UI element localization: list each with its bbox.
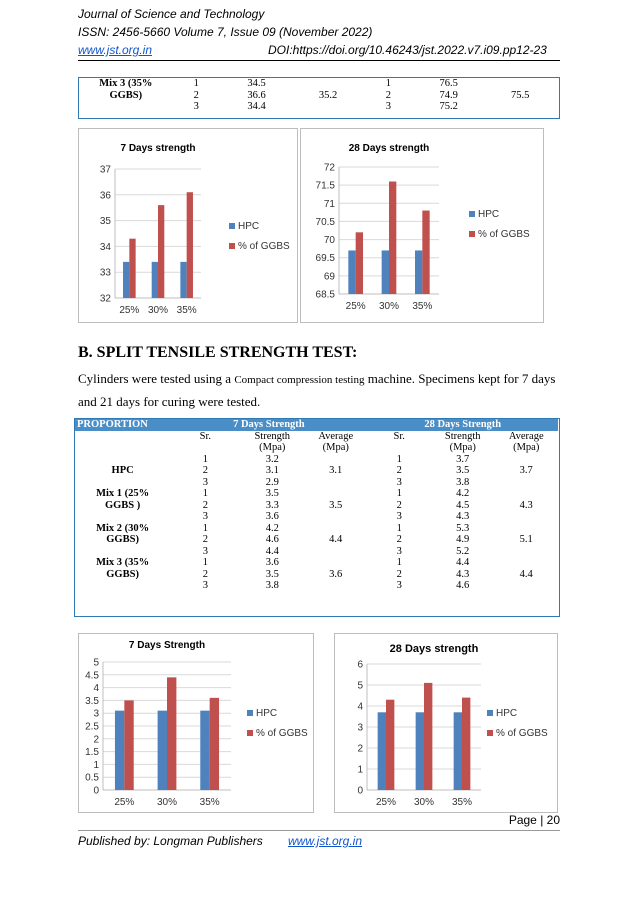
y-tick-label: 5	[93, 657, 99, 669]
y-tick-label: 3.5	[85, 695, 99, 707]
x-tick-label: 35%	[412, 301, 433, 312]
cell-average	[304, 580, 367, 592]
cell-strength: 4.3	[456, 511, 470, 522]
cell-strength: 5.2	[456, 545, 470, 557]
cell-strength: 3.5	[265, 488, 279, 499]
bar	[158, 205, 164, 298]
header-links	[78, 43, 558, 57]
bar	[200, 711, 209, 790]
publisher: Published by: Longman Publishers	[78, 834, 263, 848]
cell-strength: 3.8	[265, 580, 279, 591]
cell-strength: 3.6	[265, 557, 279, 568]
proportion-label: Mix 3 (35%	[96, 557, 150, 568]
bar	[123, 262, 129, 298]
cell-average	[494, 523, 558, 535]
cell-average	[304, 477, 367, 489]
bar	[124, 700, 133, 790]
section-title: B. SPLIT TENSILE STRENGTH TEST:	[78, 344, 358, 361]
bar	[348, 250, 355, 294]
x-tick-label: 30%	[413, 797, 435, 808]
table-row	[75, 546, 558, 558]
proportion-label: GGBS)	[106, 534, 139, 545]
y-tick-label: 69.5	[315, 253, 335, 265]
table-row	[75, 477, 558, 489]
cell-strength: 3.5	[456, 465, 470, 476]
cell-average: 3.6	[329, 568, 343, 580]
y-tick-label: 36	[99, 190, 111, 202]
y-tick-label: 1	[357, 764, 363, 776]
bar	[187, 192, 193, 298]
footer-rule	[78, 830, 560, 831]
cell-sr: 3	[202, 545, 208, 557]
y-tick-label: 34	[99, 241, 111, 253]
y-tick-label: 35	[99, 216, 111, 228]
proportion-label	[75, 511, 170, 523]
legend-label: % of GGBS	[478, 229, 530, 240]
legend-label: % of GGBS	[496, 728, 548, 739]
footer-website-link[interactable]: www.jst.org.in	[288, 834, 363, 848]
cell-strength: 2.9	[265, 476, 279, 488]
cell-average: 4.4	[329, 534, 343, 545]
cell-strength: 4.2	[456, 488, 470, 499]
bar	[158, 711, 167, 790]
chart-28days-tensile-svg	[335, 634, 557, 812]
cell-sr: 1	[396, 522, 402, 534]
cell-average	[304, 523, 367, 535]
header-rule	[78, 60, 560, 61]
y-tick-label: 0.5	[85, 772, 99, 784]
proportion-label: HPC	[111, 465, 134, 476]
legend-label: % of GGBS	[238, 241, 290, 252]
cell-sr: 1	[202, 522, 208, 534]
cell-average: 3.7	[519, 465, 533, 476]
cell-average	[304, 546, 367, 558]
legend-label: % of GGBS	[256, 728, 308, 739]
col-proportion: PROPORTION	[77, 419, 148, 430]
cell-average	[304, 511, 367, 523]
chart-title: 28 Days strength	[348, 143, 430, 154]
y-tick-label: 0	[93, 785, 99, 797]
cell-sr: 3	[396, 511, 402, 522]
x-tick-label: 25%	[119, 305, 140, 316]
cell-average	[494, 557, 558, 569]
table-subheader-row: Sr. Strength Average Sr. Strength Average	[199, 430, 544, 442]
table-row	[75, 580, 558, 592]
x-tick-label: 25%	[114, 797, 135, 808]
legend-swatch	[469, 231, 475, 237]
journal-title: Journal of Science and Technology	[78, 7, 265, 21]
legend-label: HPC	[478, 209, 500, 220]
cell-sr: 3	[396, 476, 402, 488]
y-tick-label: 70	[323, 235, 335, 247]
bar	[416, 712, 424, 790]
issn-line: ISSN: 2456-5660 Volume 7, Issue 09 (November 2022)	[78, 25, 373, 39]
bar	[115, 711, 124, 790]
paragraph-line2: and 21 days for curing were tested.	[78, 394, 261, 409]
y-tick-label: 1.5	[85, 747, 99, 759]
y-tick-label: 71.5	[315, 180, 335, 192]
y-tick-label: 4.5	[85, 670, 99, 682]
cell-strength: 3.1	[265, 465, 279, 476]
proportion-label: Mix 1 (25%	[96, 488, 150, 499]
bar	[152, 262, 158, 298]
table-row	[75, 511, 558, 523]
legend-swatch	[487, 730, 493, 736]
bar	[422, 211, 429, 294]
x-tick-label: 30%	[378, 301, 400, 312]
cell-sr: 2	[202, 534, 208, 545]
table-row	[75, 557, 558, 569]
table-row	[75, 534, 558, 546]
chart-28days-compressive	[300, 128, 544, 323]
proportion-label: GGBS )	[104, 499, 141, 511]
y-tick-label: 2	[93, 734, 99, 746]
cell-strength: 4.2	[265, 522, 279, 534]
top-table	[80, 78, 556, 113]
chart-title: 28 Days strength	[389, 643, 479, 655]
cell-average: 4.4	[519, 568, 533, 580]
y-tick-label: 70.5	[315, 216, 335, 228]
legend-swatch	[247, 730, 253, 736]
chart-title: 7 Days strength	[120, 143, 196, 154]
y-tick-label: 3	[357, 722, 363, 734]
cell-strength: 4.3	[456, 568, 470, 580]
cell-average	[494, 477, 558, 489]
cell-strength: 5.3	[456, 522, 470, 534]
x-tick-label: 30%	[156, 797, 178, 808]
y-tick-label: 2	[357, 743, 363, 755]
avg-28: 75.5	[511, 89, 530, 101]
y-tick-label: 4	[357, 701, 363, 713]
cell-strength: 4.5	[456, 499, 470, 511]
x-tick-label: 35%	[451, 797, 473, 808]
cell-average	[304, 488, 367, 500]
table-row	[75, 454, 558, 466]
bar	[356, 232, 363, 294]
cell-strength: 3.3	[265, 499, 279, 511]
cell-sr: 3	[202, 476, 208, 488]
chart-7days-tensile-svg	[79, 634, 313, 812]
y-tick-label: 6	[357, 659, 363, 671]
paragraph-line1: Cylinders were tested using a Compact compression testing machine. Specimens kept for 7 days	[78, 371, 556, 386]
legend-swatch	[229, 243, 235, 249]
cell-strength: 4.4	[265, 545, 279, 557]
page-number: Page | 20	[508, 813, 560, 827]
cell-strength: 3.8	[456, 476, 470, 488]
table-header-row	[75, 419, 558, 431]
proportion-label	[75, 454, 170, 466]
cell-sr: 3	[396, 580, 402, 591]
y-tick-label: 69	[323, 271, 335, 283]
y-tick-label: 3	[93, 708, 99, 720]
y-tick-label: 33	[99, 267, 111, 279]
cell-average	[304, 557, 367, 569]
doi-text: DOI:https://doi.org/10.46243/jst.2022.v7.i09.pp12-23	[268, 43, 547, 57]
bar	[180, 262, 186, 298]
y-tick-label: 32	[99, 293, 111, 305]
bar	[210, 698, 219, 790]
cell-average	[304, 454, 367, 466]
cell-average: 5.1	[519, 534, 533, 545]
legend-label: HPC	[256, 708, 278, 719]
cell-sr: 2	[202, 568, 208, 580]
website-link[interactable]: www.jst.org.in	[78, 43, 153, 57]
chart-7days-compressive-svg	[79, 129, 297, 322]
table-row	[75, 569, 558, 581]
cell-average	[494, 511, 558, 523]
legend-label: HPC	[238, 221, 260, 232]
cell-sr: 1	[202, 488, 208, 499]
chart-28days-tensile	[334, 633, 558, 813]
cell-sr: 1	[396, 453, 402, 465]
cell-strength: 4.6	[456, 580, 470, 591]
proportion-label	[75, 546, 170, 558]
cell-strength: 3.6	[265, 511, 279, 522]
cell-average: 3.1	[329, 465, 343, 476]
y-tick-label: 4	[93, 683, 99, 695]
col-28days: 28 Days Strength	[424, 419, 502, 430]
tensile-table-body	[75, 454, 558, 592]
cell-sr: 2	[396, 499, 402, 511]
table-row: GGBS) 2 36.6 2 74.9	[109, 89, 458, 101]
legend-swatch	[229, 223, 235, 229]
bar	[386, 700, 394, 790]
x-tick-label: 35%	[176, 305, 197, 316]
legend-swatch	[247, 710, 253, 716]
table-row	[75, 465, 558, 477]
y-tick-label: 68.5	[315, 289, 335, 301]
bar	[389, 182, 396, 294]
cell-sr: 2	[396, 534, 402, 545]
table-row	[75, 523, 558, 535]
cell-sr: 3	[202, 511, 208, 522]
cell-sr: 3	[202, 580, 208, 591]
cell-average: 4.3	[519, 499, 533, 511]
mix-label: Mix 3 (35%	[99, 78, 153, 89]
cell-sr: 2	[202, 465, 208, 476]
y-tick-label: 37	[99, 164, 111, 176]
y-tick-label: 71	[323, 198, 335, 210]
table-subheader-row: (Mpa) (Mpa) (Mpa) (Mpa)	[259, 442, 540, 453]
bar	[378, 712, 386, 790]
cell-strength: 3.5	[265, 568, 279, 580]
cell-average	[494, 454, 558, 466]
chart-7days-compressive	[78, 128, 298, 323]
y-tick-label: 0	[357, 785, 363, 797]
y-tick-label: 72	[323, 162, 335, 174]
bar	[129, 239, 135, 298]
cell-sr: 1	[202, 453, 208, 465]
cell-strength: 3.2	[265, 453, 279, 465]
chart-7days-tensile	[78, 633, 314, 813]
cell-average	[494, 488, 558, 500]
cell-average: 3.5	[329, 499, 343, 511]
cell-strength: 3.7	[456, 453, 470, 465]
col-7days: 7 Days Strength	[233, 419, 305, 430]
cell-average	[494, 546, 558, 558]
cell-strength: 4.6	[265, 534, 279, 545]
avg-7: 35.2	[318, 89, 338, 101]
cell-sr: 1	[396, 488, 402, 499]
bar	[454, 712, 462, 790]
y-tick-label: 2.5	[85, 721, 99, 733]
cell-strength: 4.9	[456, 534, 470, 545]
chart-28days-compressive-svg	[301, 129, 543, 322]
bar	[167, 677, 176, 790]
cell-sr: 3	[396, 545, 402, 557]
cell-sr: 2	[202, 499, 208, 511]
bar	[382, 250, 389, 294]
table-row: 3 34.4 3 75.2	[193, 101, 458, 112]
legend-label: HPC	[496, 708, 518, 719]
cell-strength: 4.4	[456, 557, 470, 568]
bar	[462, 698, 470, 790]
footer	[78, 834, 363, 848]
cell-sr: 2	[396, 465, 402, 476]
x-tick-label: 25%	[345, 301, 366, 312]
chart-title: 7 Days Strength	[128, 640, 206, 651]
y-tick-label: 1	[93, 759, 99, 771]
proportion-label	[75, 477, 170, 489]
legend-swatch	[469, 211, 475, 217]
cell-sr: 1	[396, 557, 402, 568]
bar	[415, 250, 422, 294]
tensile-table	[75, 419, 558, 592]
proportion-label	[75, 580, 170, 592]
proportion-label: GGBS)	[106, 568, 139, 580]
x-tick-label: 25%	[375, 797, 397, 808]
x-tick-label: 35%	[199, 797, 220, 808]
cell-average	[494, 580, 558, 592]
y-tick-label: 5	[357, 680, 363, 692]
cell-sr: 2	[396, 568, 402, 580]
proportion-label: Mix 2 (30%	[96, 522, 150, 534]
legend-swatch	[487, 710, 493, 716]
cell-sr: 1	[202, 557, 208, 568]
bar	[424, 683, 432, 790]
table-row	[75, 500, 558, 512]
x-tick-label: 30%	[147, 305, 169, 316]
table-row: Mix 3 (35% 1 34.5 35.2 1 76.5 75.5	[80, 78, 556, 90]
table-row	[75, 488, 558, 500]
